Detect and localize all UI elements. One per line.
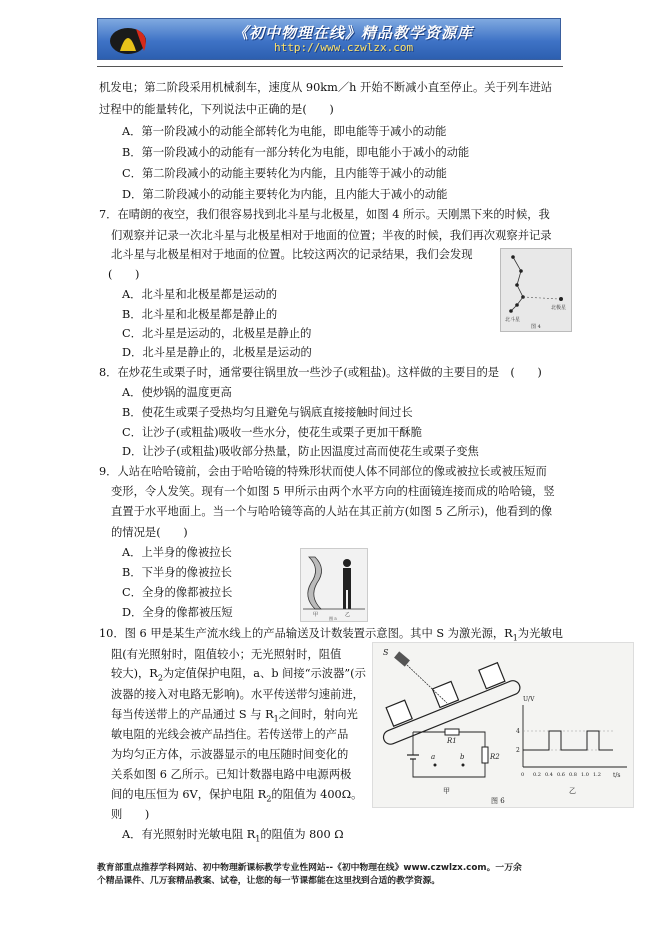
option-b: B．第一阶段减小的动能有一部分转化为电能，即电能小于减小的动能 (122, 146, 470, 159)
figure-6 (372, 642, 634, 808)
fig5-jia-label: 甲 (313, 612, 319, 618)
svg-text:R1: R1 (447, 737, 457, 745)
text-line: 直置于水平地面上。当一个与哈哈镜等高的人站在其正前方(如图 5 乙所示)，他看到的像 (111, 505, 553, 518)
site-logo-icon (106, 21, 164, 57)
svg-text:R2: R2 (490, 753, 500, 761)
svg-text:0.6: 0.6 (557, 772, 565, 778)
footer-line: 个精品课件、几万套精品教案、试卷，让您的每一节课都能在这里找到合适的教学资源。 (97, 876, 441, 886)
option-c: C．北斗星是运动的，北极星是静止的 (122, 327, 312, 340)
svg-text:2: 2 (516, 747, 520, 754)
option-a: A．使炒锅的温度更高 (122, 386, 232, 399)
option-d: D．北斗星是静止的，北极星是运动的 (122, 346, 312, 359)
svg-text:4: 4 (516, 728, 520, 735)
option-d: D．第二阶段减小的动能主要转化为内能，且内能大于减小的动能 (122, 188, 448, 201)
option-c: C．第二阶段减小的动能主要转化为内能，且内能等于减小的动能 (122, 167, 447, 180)
svg-text:U/V: U/V (523, 696, 535, 703)
star-map-image (501, 249, 571, 331)
svg-text:t/s: t/s (613, 772, 621, 779)
site-url: http://www.czwlzx.com (274, 41, 414, 54)
header-banner (97, 18, 561, 60)
option-c: C．让沙子(或粗盐)吸收一些水分，使花生或栗子更加干酥脆 (122, 426, 422, 439)
figure-4 (500, 248, 572, 332)
svg-text:1.2: 1.2 (593, 772, 601, 778)
option-c: C．全身的像都被拉长 (122, 586, 233, 599)
option-d: D．全身的像都被压短 (122, 606, 233, 619)
site-title: 《初中物理在线》精品教学资源库 (233, 24, 474, 42)
text-line: 北斗星与北极星相对于地面的位置。比较这两次的记录结果，我们会发现 (111, 248, 473, 261)
text-line: 每当传送带上的产品通过 S 与 $R_1$之间时，射向光 (111, 708, 358, 724)
header-divider (97, 66, 563, 67)
text-line: 则 ) (111, 808, 150, 821)
text-line: 们观察并记录一次北斗星与北极星相对于地面的位置；半夜的时候，我们再次观察并记录 (111, 229, 552, 242)
text-line: 的情况是( ) (111, 526, 188, 539)
text-line: 阻(有光照射时，阻值较小；无光照射时，阻值 (111, 648, 342, 661)
svg-text:图 6: 图 6 (491, 797, 505, 805)
fig4-beiji-label: 北极星 (551, 305, 567, 311)
option-b: B．使花生或栗子受热均匀且避免与锅底直接接触时间过长 (122, 406, 413, 419)
text-line: 较大)，$R_2$为定值保护电阻，a、b 间接“示波器”(示 (111, 667, 366, 683)
question-10: 10．图 6 甲是某生产流水线上的产品输送及计数装置示意图。其中 S 为激光源，$R_1$为光敏电 (99, 627, 563, 643)
svg-text:1.0: 1.0 (581, 772, 589, 778)
option-a: A．有光照射时光敏电阻 $R_1$的阻值为 800 Ω (122, 828, 344, 844)
text-segment: 为光敏电 (517, 627, 563, 640)
text-segment: 10．图 6 甲是某生产流水线上的产品输送及计数装置示意图。其中 S 为激光源，R (99, 627, 513, 640)
figure-5 (300, 548, 368, 622)
svg-text:b: b (460, 753, 465, 761)
fig5-caption: 图 5 (329, 616, 337, 621)
text-line: 变形，令人发笑。现有一个如图 5 甲所示由两个水平方向的柱面镜连接而成的哈哈镜，竖 (111, 485, 555, 498)
fig5-yi-label: 乙 (345, 612, 351, 618)
option-a: A．上半身的像被拉长 (122, 546, 232, 559)
svg-text:乙: 乙 (569, 787, 576, 795)
question-9: 9．人站在哈哈镜前，会由于哈哈镜的特殊形状而使人体不同部位的像或被拉长或被压短而 (99, 465, 547, 478)
option-b: B．下半身的像被拉长 (122, 566, 232, 579)
option-b: B．北斗星和北极星都是静止的 (122, 308, 278, 321)
svg-text:甲: 甲 (443, 787, 450, 795)
answer-bracket: ( ) (108, 268, 140, 281)
question-8: 8．在炒花生或栗子时，通常要往锅里放一些沙子(或粗盐)。这样做的主要目的是 ( ) (99, 366, 542, 379)
fig4-caption: 图 4 (531, 324, 541, 330)
text-line: 间的电压恒为 6V，保护电阻 $R_2$的阻值为 400Ω。 (111, 788, 363, 804)
option-d: D．让沙子(或粗盐)吸收部分热量，防止因温度过高而使花生或栗子变焦 (122, 445, 479, 458)
svg-text:0.8: 0.8 (569, 772, 577, 778)
text-line: 关系如图 6 乙所示。已知计数器电路中电源两极 (111, 768, 352, 781)
text-line: 为均匀正方体，示波器显示的电压随时间变化的 (111, 748, 349, 761)
svg-text:0.2: 0.2 (533, 772, 541, 778)
fig4-beidou-label: 北斗星 (505, 317, 521, 323)
text-line: 过程中的能量转化，下列说法中正确的是( ) (99, 103, 334, 116)
text-line: 机发电；第二阶段采用机械刹车，速度从 90km／h 开始不断减小直至停止。关于列车进站 (99, 81, 553, 94)
funhouse-mirror-image (301, 549, 367, 621)
option-a: A．第一阶段减小的动能全部转化为电能，即电能等于减小的动能 (122, 125, 447, 138)
footer-line: 教育部重点推荐学科网站、初中物理新课标教学专业性网站--《初中物理在线》www.czwlzx.com。一万余 (97, 863, 522, 873)
circuit-and-graph-image (373, 643, 633, 807)
question-7: 7．在晴朗的夜空，我们很容易找到北斗星与北极星，如图 4 所示。天刚黑下来的时候，我 (99, 208, 550, 221)
svg-text:0: 0 (521, 772, 525, 778)
svg-text:S: S (383, 648, 389, 657)
svg-text:a: a (431, 753, 436, 761)
svg-text:0.4: 0.4 (545, 772, 553, 778)
text-line: 波器的接入对电路无影响)。水平传送带匀速前进， (111, 688, 364, 701)
text-line: 敏电阻的光线会被产品挡住。若传送带上的产品 (111, 728, 349, 741)
option-a: A．北斗星和北极星都是运动的 (122, 288, 278, 301)
